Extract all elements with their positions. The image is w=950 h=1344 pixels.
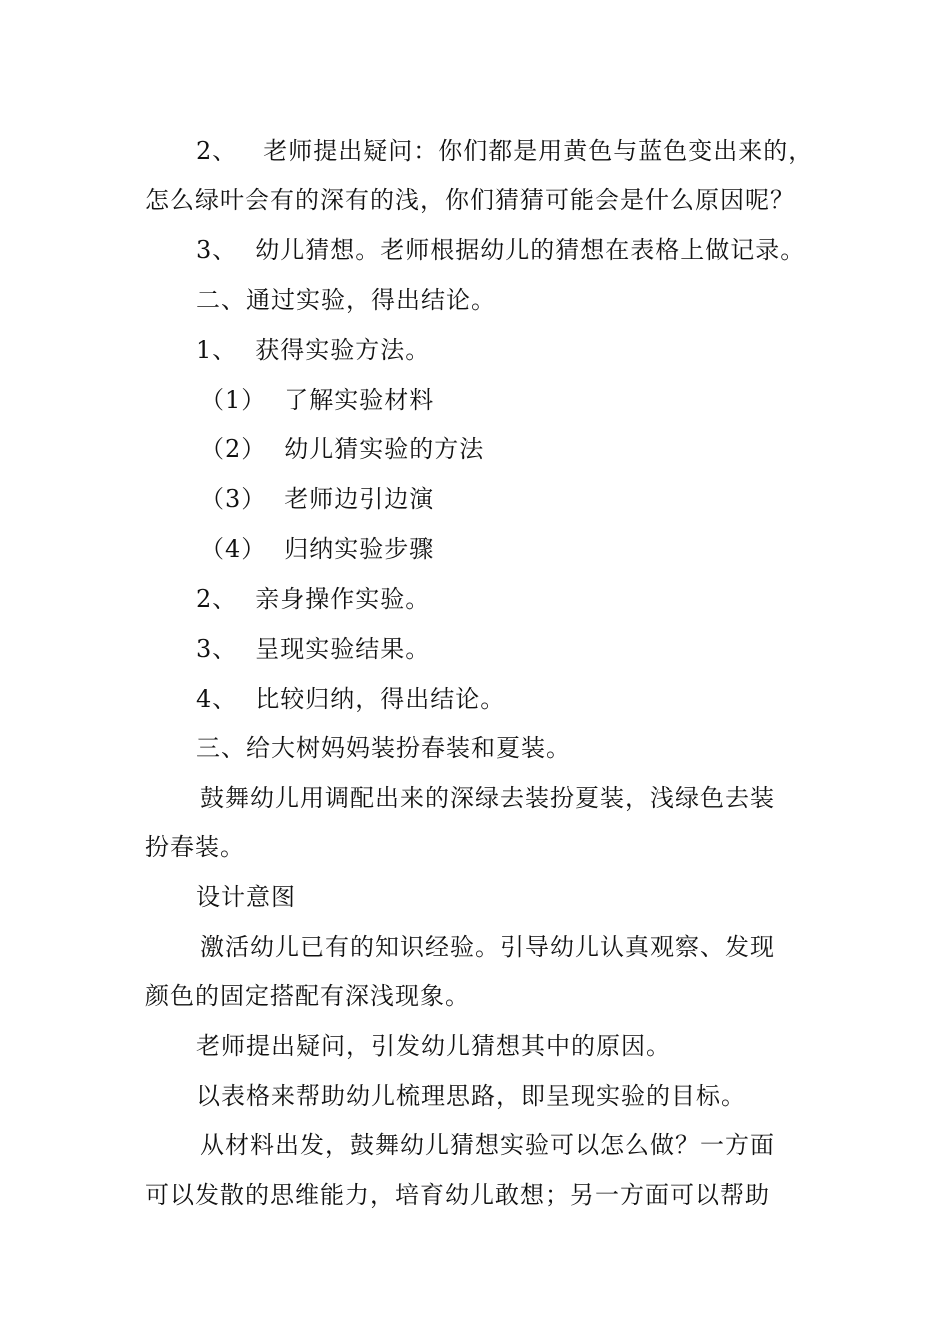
item-number: （3） (200, 485, 267, 513)
list-item-guess (196, 235, 805, 265)
list-item (196, 584, 430, 614)
paragraph-line: 颜色的固定搭配有深浅现象。 (145, 982, 470, 1010)
section-heading: 设计意图 (196, 883, 296, 911)
item-number: 1、 (196, 336, 238, 364)
list-item (196, 335, 430, 365)
sub-list-item (200, 434, 484, 464)
item-text: 幼儿猜实验的方法 (284, 435, 485, 463)
item-text: 了解实验材料 (284, 386, 435, 414)
list-item-question (196, 136, 813, 166)
sub-list-item (200, 484, 434, 514)
sub-list-item (200, 385, 434, 415)
paragraph-line: 老师提出疑问，引发幼儿猜想其中的原因。 (196, 1032, 671, 1060)
list-item (196, 684, 505, 714)
paragraph-line: 扮春装。 (145, 833, 245, 861)
paragraph-line: 从材料出发，鼓舞幼儿猜想实验可以怎么做？一方面 (200, 1131, 775, 1159)
paragraph-line: 怎么绿叶会有的深有的浅，你们猜猜可能会是什么原因呢？ (145, 186, 795, 214)
item-text: 老师提出疑问：你们都是用黄色与蓝色变出来的， (263, 137, 814, 165)
item-text: 亲身操作实验。 (255, 585, 431, 613)
item-text: 比较归纳，得出结论。 (255, 685, 506, 713)
item-number: （1） (200, 386, 267, 414)
section-heading: 二、通过实验，得出结论。 (196, 286, 496, 314)
item-text: 老师边引边演 (284, 485, 435, 513)
list-item (196, 634, 430, 664)
item-number: （2） (200, 435, 267, 463)
item-text: 幼儿猜想。老师根据幼儿的猜想在表格上做记录。 (255, 236, 806, 264)
item-number: （4） (200, 535, 267, 563)
paragraph-line: 可以发散的思维能力，培育幼儿敢想；另一方面可以帮助 (145, 1181, 770, 1209)
paragraph-line: 激活幼儿已有的知识经验。引导幼儿认真观察、发现 (200, 933, 775, 961)
paragraph-line: 鼓舞幼儿用调配出来的深绿去装扮夏装，浅绿色去装 (200, 784, 775, 812)
item-number: 2、 (196, 137, 238, 165)
item-number: 3、 (196, 635, 238, 663)
paragraph-line: 以表格来帮助幼儿梳理思路，即呈现实验的目标。 (196, 1082, 746, 1110)
item-text: 获得实验方法。 (255, 336, 431, 364)
item-text: 呈现实验结果。 (255, 635, 431, 663)
item-text: 归纳实验步骤 (284, 535, 435, 563)
section-heading: 三、给大树妈妈装扮春装和夏装。 (196, 734, 571, 762)
sub-list-item (200, 534, 434, 564)
item-number: 2、 (196, 585, 238, 613)
item-number: 4、 (196, 685, 238, 713)
item-number: 3、 (196, 236, 238, 264)
